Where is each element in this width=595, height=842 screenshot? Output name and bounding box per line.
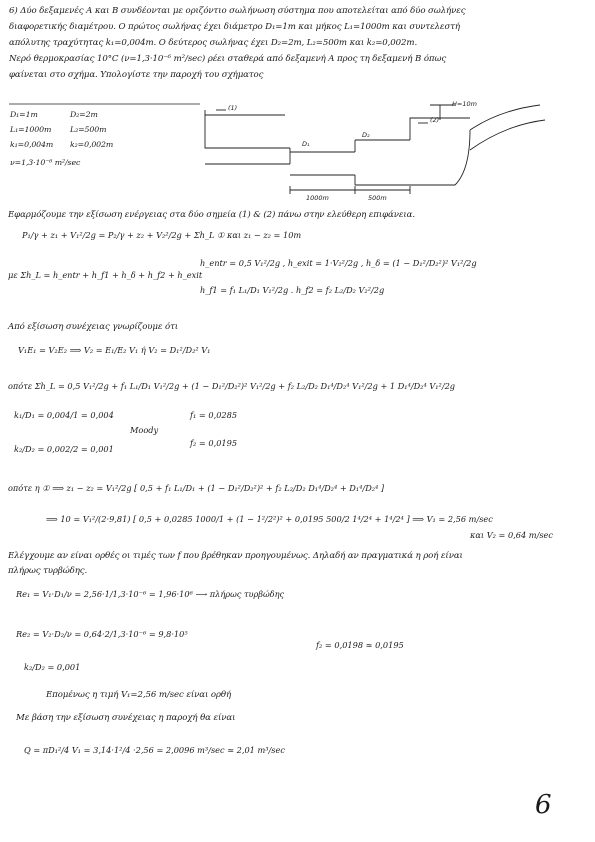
given-l1: L₁=1000m (10, 125, 52, 134)
problem-line-5: φαίνεται στο σχήμα. Υπολογίστε την παροχή του σχήματος (9, 70, 264, 80)
problem-line-1: 6) Δύο δεξαμενές Α και Β συνδέονται με οριζόντιο σωλήνωση σύστημα που αποτελείται από δύο σωλήνες (9, 6, 466, 16)
energy-equation: P₁/γ + z₁ + V₁²/2g = P₂/γ + z₂ + V₂²/2g + Σh_L ① και z₁ − z₂ = 10m (22, 230, 302, 240)
given-nu: ν=1,3·10⁻⁶ m²/sec (10, 158, 81, 167)
conclusion: Επομένως η τιμή V₁=2,56 m/sec είναι ορθή (46, 690, 231, 700)
moody-label: Moody (130, 425, 159, 435)
sum-losses-expanded: οπότε Σh_L = 0,5 V₁²/2g + f₁ L₁/D₁ V₁²/2g + (1 − D₁²/D₂²)² V₁²/2g + f₂ L₂/D₂ D₁⁴/D₂⁴ V₁²/2g + 1 D₁⁴/D₂⁴ V₁²/2g (8, 381, 456, 391)
given-k1: k₁=0,004m (10, 140, 54, 149)
problem-line-3: απόλυτης τραχύτητας k₁=0,004m. Ο δεύτερος σωλήνας έχει D₂=2m, L₂=500m και k₂=0,002m. (9, 38, 418, 48)
figure-length-2: 500m (368, 194, 387, 202)
reynolds-1: Re₁ = V₁·D₁/ν = 2,56·1/1,3·10⁻⁶ = 1,96·10⁶ ⟶ πλήρως τυρβώδης (16, 589, 285, 599)
given-l2: L₂=500m (70, 125, 107, 134)
problem-line-4: Νερό θερμοκρασίας 10°C (ν=1,3·10⁻⁶ m²/sec) ρέει σταθερά από δεξαμενή Α προς τη δεξαμενή Β όπως (9, 54, 447, 64)
reynolds-2: Re₂ = V₂·D₂/ν = 0,64·2/1,3·10⁻⁶ = 9,8·10⁵ (16, 629, 188, 639)
given-d1: D₁=1m (10, 110, 38, 119)
continuity-intro: Από εξίσωση συνέχειας γνωρίζουμε ότι (8, 322, 179, 332)
flow-basis: Με βάση την εξίσωση συνέχειας η παροχή θα είναι (16, 713, 236, 723)
friction-losses: h_f1 = f₁ L₁/D₁ V₁²/2g . h_f2 = f₂ L₂/D₂ V₂²/2g (200, 285, 385, 295)
velocity-v2: και V₂ = 0,64 m/sec (470, 530, 553, 540)
given-d2: D₂=2m (70, 110, 98, 119)
page-number: 6 (535, 790, 552, 820)
figure-label-d1: D₁ (302, 140, 310, 148)
figure-label-d2: D₂ (362, 131, 370, 139)
figure-label-h: H=10m (452, 100, 477, 108)
friction-f1: f₁ = 0,0285 (190, 410, 238, 420)
figure-label-point-1: (1) (228, 104, 238, 112)
body-intro: Εφαρμόζουμε την εξίσωση ενέργειας στα δύο σημεία (1) & (2) πάνω στην ελεύθερη επιφάνεια. (8, 210, 415, 220)
check-text-2: πλήρως τυρβώδης. (8, 566, 88, 576)
substitution-general: οπότε η ① ⟹ z₁ − z₂ = V₁²/2g [ 0,5 + f₁ L₁/D₁ + (1 − D₁²/D₂²)² + f₂ L₂/D₂ D₁⁴/D₂⁴ + D₁⁴/D₂⁴ ] (8, 483, 385, 493)
relative-roughness-2: k₂/D₂ = 0,002/2 = 0,001 (14, 444, 114, 454)
relative-roughness-1: k₁/D₁ = 0,004/1 = 0,004 (14, 410, 114, 420)
continuity-equation: V₁E₁ = V₂E₂ ⟹ V₂ = E₁/E₂ V₁ ή V₂ = D₁²/D₂² V₁ (18, 345, 211, 355)
flow-rate-result: Q = πD₁²/4 V₁ = 3,14·1²/4 ·2,56 = 2,0096 m³/sec ≃ 2,01 m³/sec (24, 745, 285, 755)
figure-length-1: 1000m (306, 194, 329, 202)
relative-roughness-2-check: k₂/D₂ = 0,001 (24, 662, 81, 672)
figure-label-point-2: (2) (430, 116, 440, 124)
substitution-numeric: ⟹ 10 = V₁²/(2·9,81) [ 0,5 + 0,0285 1000/1 + (1 − 1²/2²)² + 0,0195 500/2 1⁴/2⁴ + 1⁴/2⁴ ] ⟹ V₁ = 2,56 m/sec (46, 514, 493, 524)
given-k2: k₂=0,002m (70, 140, 114, 149)
sum-losses-definition: με Σh_L = h_entr + h_f1 + h_δ + h_f2 + h_exit (8, 270, 203, 280)
local-losses: h_entr = 0,5 V₁²/2g , h_exit = 1·V₂²/2g , h_δ = (1 − D₁²/D₂²)² V₁²/2g (200, 258, 477, 268)
check-text-1: Ελέγχουμε αν είναι ορθές οι τιμές των f που βρέθηκαν προηγουμένως. Δηλαδή αν πραγματικά η ροή είναι (8, 551, 463, 561)
friction-f2: f₂ = 0,0195 (190, 438, 238, 448)
friction-f2-check: f₂ = 0,0198 ≃ 0,0195 (316, 640, 404, 650)
problem-line-2: διαφορετικής διαμέτρου. Ο πρώτος σωλήνας έχει διάμετρο D₁=1m και μήκος L₁=1000m και συντελεστή (9, 22, 460, 32)
